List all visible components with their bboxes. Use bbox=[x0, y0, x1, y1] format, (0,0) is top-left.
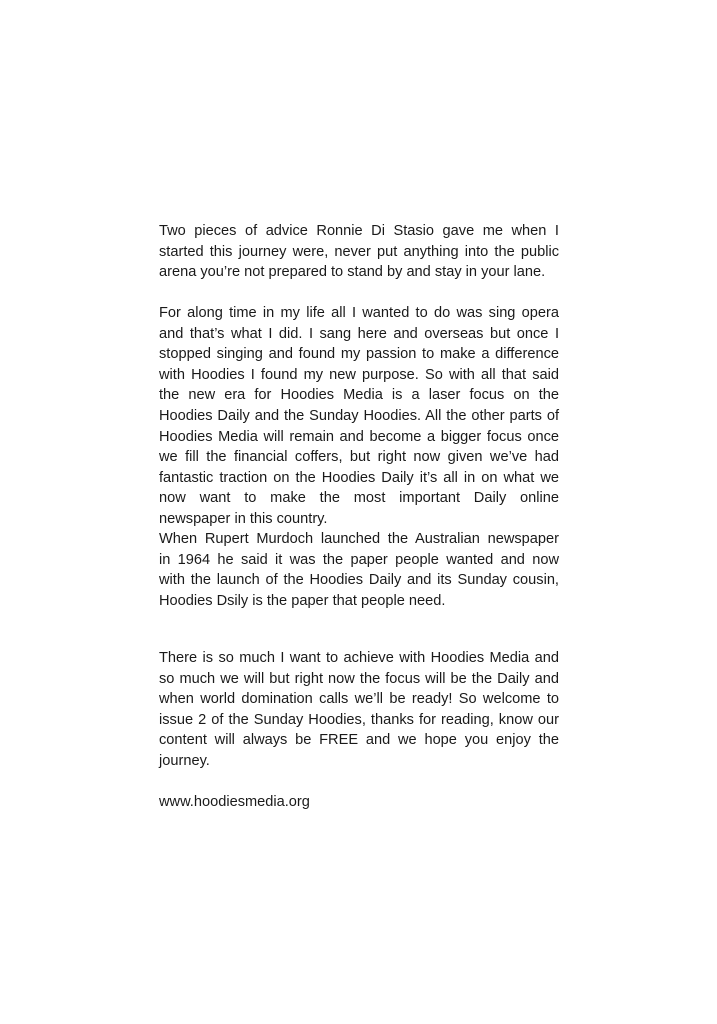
text-line: in 1964 he said it was the paper people wanted and now bbox=[159, 551, 559, 568]
text-line: so much we will but right now the focus will be the Daily and bbox=[159, 670, 559, 687]
text-line: and that’s what I did. I sang here and overseas but once I bbox=[159, 325, 559, 342]
paragraph-murdoch bbox=[159, 529, 559, 611]
text-line: with the launch of the Hoodies Daily and its Sunday cousin, bbox=[159, 572, 559, 589]
text-line: For along time in my life all I wanted to do was sing opera bbox=[159, 305, 559, 321]
text-line: when world domination calls we’ll be ready! So welcome to bbox=[159, 691, 559, 708]
paragraph-new-era bbox=[159, 303, 559, 530]
text-line: content will always be FREE and we hope you enjoy the bbox=[159, 732, 559, 749]
text-line: Hoodies Dsily is the paper that people need. bbox=[159, 592, 446, 609]
text-line: we fill the financial coffers, but right now given we’ve had bbox=[159, 449, 559, 466]
text-line: now want to make the most important Daily online bbox=[159, 490, 559, 507]
text-line: Two pieces of advice Ronnie Di Stasio gave me when I bbox=[159, 223, 559, 239]
text-line: issue 2 of the Sunday Hoodies, thanks for reading, know our bbox=[159, 711, 559, 728]
paragraph-welcome bbox=[159, 648, 559, 772]
text-line: newspaper in this country. bbox=[159, 510, 328, 527]
text-line: arena you’re not prepared to stand by and stay in your lane. bbox=[159, 264, 546, 281]
website-link[interactable]: www.hoodiesmedia.org bbox=[159, 794, 310, 810]
text-line: journey. bbox=[159, 752, 210, 769]
text-line: Hoodies Media will remain and become a bigger focus once bbox=[159, 428, 559, 445]
text-line: with Hoodies I found my new purpose. So with all that said bbox=[159, 366, 559, 383]
text-line: the new era for Hoodies Media is a laser focus on the bbox=[159, 387, 559, 404]
text-line: stopped singing and found my passion to make a difference bbox=[159, 346, 559, 363]
website-url bbox=[159, 792, 559, 813]
text-line: started this journey were, never put anything into the public bbox=[159, 243, 559, 260]
text-line: There is so much I want to achieve with Hoodies Media and bbox=[159, 650, 559, 666]
paragraph-advice bbox=[159, 221, 559, 283]
text-line: When Rupert Murdoch launched the Australian newspaper bbox=[159, 531, 559, 547]
text-line: fantastic traction on the Hoodies Daily it’s all in on what we bbox=[159, 469, 559, 486]
text-line: Hoodies Daily and the Sunday Hoodies. All the other parts of bbox=[159, 407, 559, 424]
